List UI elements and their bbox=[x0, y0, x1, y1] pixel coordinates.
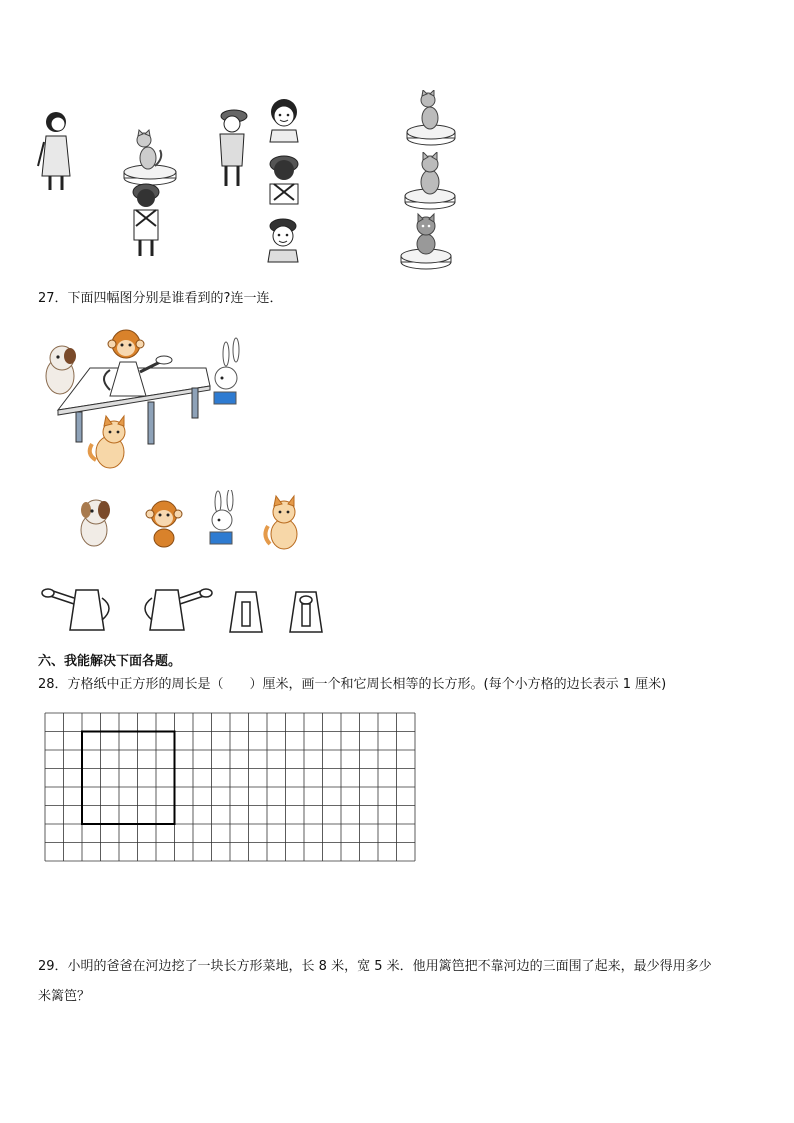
table-scene bbox=[40, 328, 254, 478]
rabbit-icon bbox=[202, 490, 242, 550]
cat-icon bbox=[260, 494, 302, 552]
dog-icon bbox=[74, 496, 114, 548]
boy-face-view bbox=[266, 216, 300, 264]
watering-can-view-spout bbox=[286, 590, 326, 634]
rabbit-icon bbox=[214, 338, 239, 404]
question-29-line2: 米篱笆？ bbox=[38, 989, 91, 1004]
boy-side-figure bbox=[212, 106, 252, 190]
question-28-text: 28．方格纸中正方形的周长是（ ）厘米，画一个和它周长相等的长方形。(每个小方格的边长表示 1 厘米) bbox=[38, 677, 667, 692]
cat-icon bbox=[90, 416, 125, 468]
boy-back-view bbox=[266, 154, 302, 206]
girl-face-view bbox=[266, 96, 302, 144]
cat-side-view-pedestal bbox=[404, 90, 458, 148]
monkey-icon bbox=[108, 330, 144, 358]
dog-icon bbox=[46, 346, 76, 394]
question-29-line1: 29．小明的爸爸在河边挖了一块长方形菜地，长 8 米，宽 5 米．他用篱笆把不靠河边的三面围了起来，最少得用多少 bbox=[38, 959, 712, 974]
given-square bbox=[82, 732, 175, 825]
section-6-title: 六、我能解决下面各题。 bbox=[38, 654, 182, 669]
question-27-text: 27．下面四幅图分别是谁看到的?连一连． bbox=[38, 291, 283, 306]
boy-back-figure bbox=[128, 182, 164, 260]
grid-paper[interactable] bbox=[44, 712, 418, 874]
monkey-icon bbox=[144, 498, 184, 548]
cat-back-view-pedestal bbox=[402, 152, 458, 212]
watering-can-view-right bbox=[138, 586, 214, 634]
cat-on-pedestal bbox=[122, 128, 178, 190]
watering-can-view-handle bbox=[226, 590, 266, 634]
watering-can-view-left bbox=[40, 586, 116, 634]
girl-figure bbox=[36, 110, 76, 194]
cat-front-view-pedestal bbox=[398, 212, 454, 272]
